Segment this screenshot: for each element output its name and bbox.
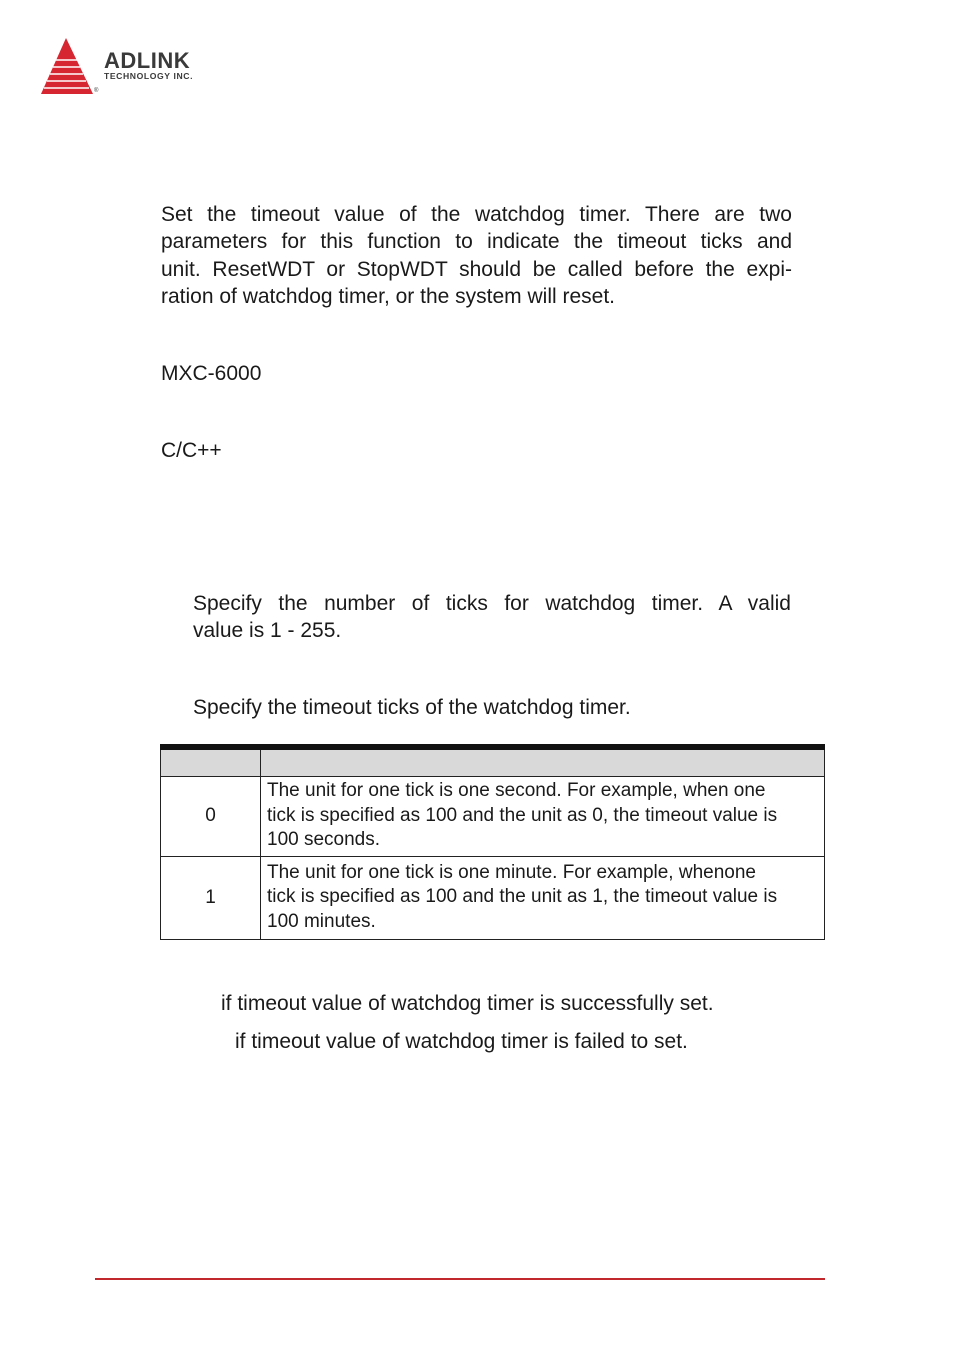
cell-line: tick is specified as 100 and the unit as 0, the timeout value is bbox=[267, 804, 778, 826]
cell-line: The unit for one tick is one minute. For example, whenone bbox=[267, 861, 756, 883]
adlink-triangle-icon bbox=[38, 36, 98, 98]
unit-value-cell: 0 bbox=[161, 777, 261, 857]
supported-platform: MXC-6000 bbox=[161, 362, 262, 385]
function-description bbox=[161, 201, 792, 310]
language: C/C++ bbox=[161, 439, 222, 462]
unit-value-cell: 1 bbox=[161, 857, 261, 940]
cell-line: The unit for one tick is one second. For example, when one bbox=[267, 780, 766, 802]
header-cell-value bbox=[161, 750, 261, 777]
brand-subtitle: TECHNOLOGY INC. bbox=[104, 71, 194, 81]
description-line: parameters for this function to indicate the timeout ticks and bbox=[161, 230, 792, 254]
adlink-logo bbox=[38, 36, 238, 98]
cell-line: tick is specified as 100 and the unit as 1, the timeout value is bbox=[267, 886, 778, 908]
ticks-line: Specify the number of ticks for watchdog timer. A valid bbox=[193, 592, 791, 615]
description-line: unit. ResetWDT or StopWDT should be called before the expi- bbox=[161, 257, 792, 281]
header-cell-description bbox=[261, 750, 825, 777]
unit-table bbox=[160, 744, 825, 940]
description-line: ration of watchdog timer, or the system will reset. bbox=[161, 284, 616, 308]
ticks-parameter-description bbox=[193, 590, 791, 645]
brand-name: ADLINK bbox=[104, 48, 191, 73]
unit-description-cell bbox=[261, 777, 825, 857]
table-header-row bbox=[161, 750, 825, 777]
return-value-success: if timeout value of watchdog timer is successfully set. bbox=[221, 992, 714, 1015]
table-row bbox=[161, 857, 825, 940]
footer-rule bbox=[95, 1278, 825, 1280]
return-value-failure: if timeout value of watchdog timer is failed to set. bbox=[235, 1030, 688, 1053]
unit-description-cell bbox=[261, 857, 825, 940]
unit-parameter-description: Specify the timeout ticks of the watchdog timer. bbox=[193, 696, 631, 719]
ticks-line: value is 1 - 255. bbox=[193, 619, 342, 643]
cell-line: 100 minutes. bbox=[267, 910, 376, 932]
table-row bbox=[161, 777, 825, 857]
registered-mark: ® bbox=[94, 88, 99, 94]
description-line: Set the timeout value of the watchdog timer. There are two bbox=[161, 203, 792, 226]
cell-line: 100 seconds. bbox=[267, 829, 381, 851]
